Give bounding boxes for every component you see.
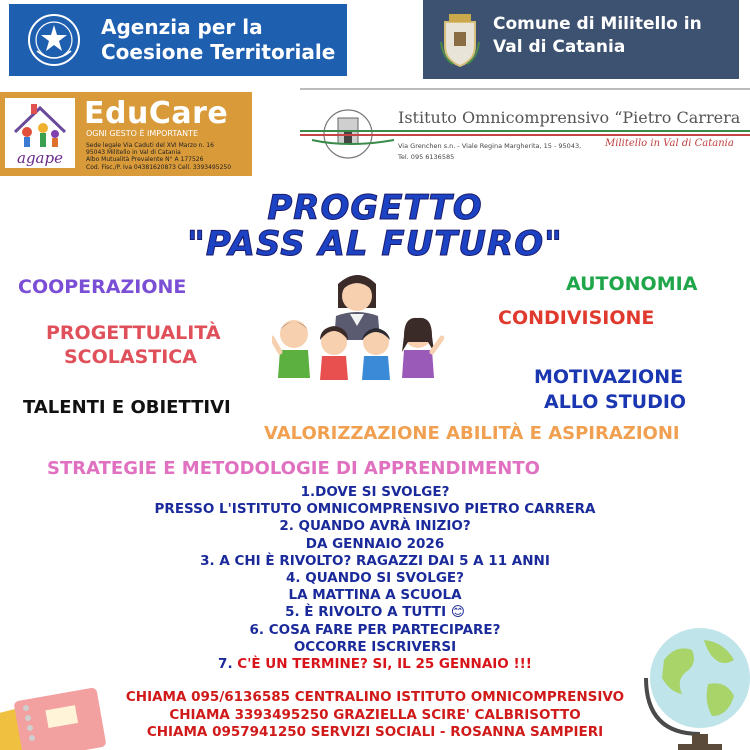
faq-line: LA MATTINA A SCUOLA [288,587,462,604]
istituto-address: Via Grenchen s.n. - Viale Regina Margherita, 15 - 95043, [398,142,582,150]
legal-line: Cod. Fisc./P. Iva 04381620873 Cell. 3393495250 [86,163,232,171]
comune-crest-icon [439,12,481,68]
agape-text: agape [17,149,63,167]
child-figure [402,318,442,378]
faq-line: 3. A CHI È RIVOLTO? RAGAZZI DAI 5 A 11 ANNI [200,552,550,569]
istituto-logo-banner [300,88,750,178]
istituto-name: Istituto Omnicomprensivo “Pietro Carrera [398,108,741,127]
educare-legal-info [86,142,231,171]
comune-name-line1: Comune di Militello in [493,13,702,34]
child-figure [272,320,310,378]
agency-name-line1: Agenzia per la [101,15,263,39]
educare-brand: EduCare [84,96,229,131]
comune-logo-banner [423,0,739,79]
keyword-strategie: STRATEGIE E METODOLOGIE DI APPRENDIMENTO [47,458,540,479]
keyword-condivisione: CONDIVISIONE [498,307,655,329]
educare-logo-banner [0,92,252,176]
legal-line: 95043 Militello in Val di Catania [86,149,181,157]
faq-deadline-text: C'È UN TERMINE? SI, IL 25 GENNAIO !!! [237,656,532,673]
faq-line-deadline [0,656,750,673]
keyword-allo-studio: ALLO STUDIO [544,391,687,413]
legal-line: Sede legale Via Caduti del XVI Marzo n. 16 [86,142,214,149]
faq-line: 5. È RIVOLTO A TUTTI 😊 [285,604,465,621]
italian-emblem-icon [27,13,81,67]
house-icon [5,98,75,168]
keyword-cooperazione: COOPERAZIONE [18,276,187,298]
teacher-children-illustration [272,268,444,384]
child-figure [320,326,348,380]
keyword-autonomia: AUTONOMIA [566,273,698,295]
green-rule [300,130,750,132]
contact-line: CHIAMA 3393495250 GRAZIELLA SCIRE' CALBRISOTTO [169,706,581,723]
child-figure [362,328,390,380]
keyword-scolastica: SCOLASTICA [64,346,197,368]
red-rule [300,134,750,136]
faq-line: 6. COSA FARE PER PARTECIPARE? [249,621,501,638]
agency-name-line2: Coesione Territoriale [101,40,336,64]
keyword-valorizzazione: VALORIZZAZIONE ABILITÀ E ASPIRAZIONI [264,423,680,444]
keyword-motivazione: MOTIVAZIONE [534,366,684,388]
title-line2: "PASS AL FUTURO" [187,224,563,264]
agape-logo [5,98,75,168]
contact-line: CHIAMA 095/6136585 CENTRALINO ISTITUTO OMNICOMPRENSIVO [125,689,625,705]
contact-line: CHIAMA 0957941250 SERVIZI SOCIALI - ROSANNA SAMPIERI [146,724,604,740]
faq-line: 2. QUANDO AVRÀ INIZIO? [279,518,471,535]
keyword-progettualita: PROGETTUALITÀ [46,322,221,344]
title-line1: PROGETTO [267,188,483,228]
istituto-tel: Tel. 095 6136585 [398,153,455,161]
faq-line: DA GENNAIO 2026 [305,535,445,552]
istituto-city: Militello in Val di Catania [605,138,734,149]
faq-line: PRESSO L'ISTITUTO OMNICOMPRENSIVO PIETRO CARRERA [154,501,596,518]
faq-line: 1.DOVE SI SVOLGE? [300,484,450,500]
keyword-talenti: TALENTI E OBIETTIVI [23,397,231,418]
comune-name-line2: Val di Catania [493,36,626,57]
faq-section [0,484,750,673]
legal-line: Albo Mutualità Prevalente N° A 177526 [86,156,204,164]
agency-logo-banner [9,4,347,76]
contacts-section [0,689,750,742]
faq-deadline-number: 7. [218,656,238,673]
faq-line: 4. QUANDO SI SVOLGE? [286,570,464,587]
educare-tagline: OGNI GESTO È IMPORTANTE [86,129,199,138]
faq-line: OCCORRE ISCRIVERSI [293,638,457,655]
